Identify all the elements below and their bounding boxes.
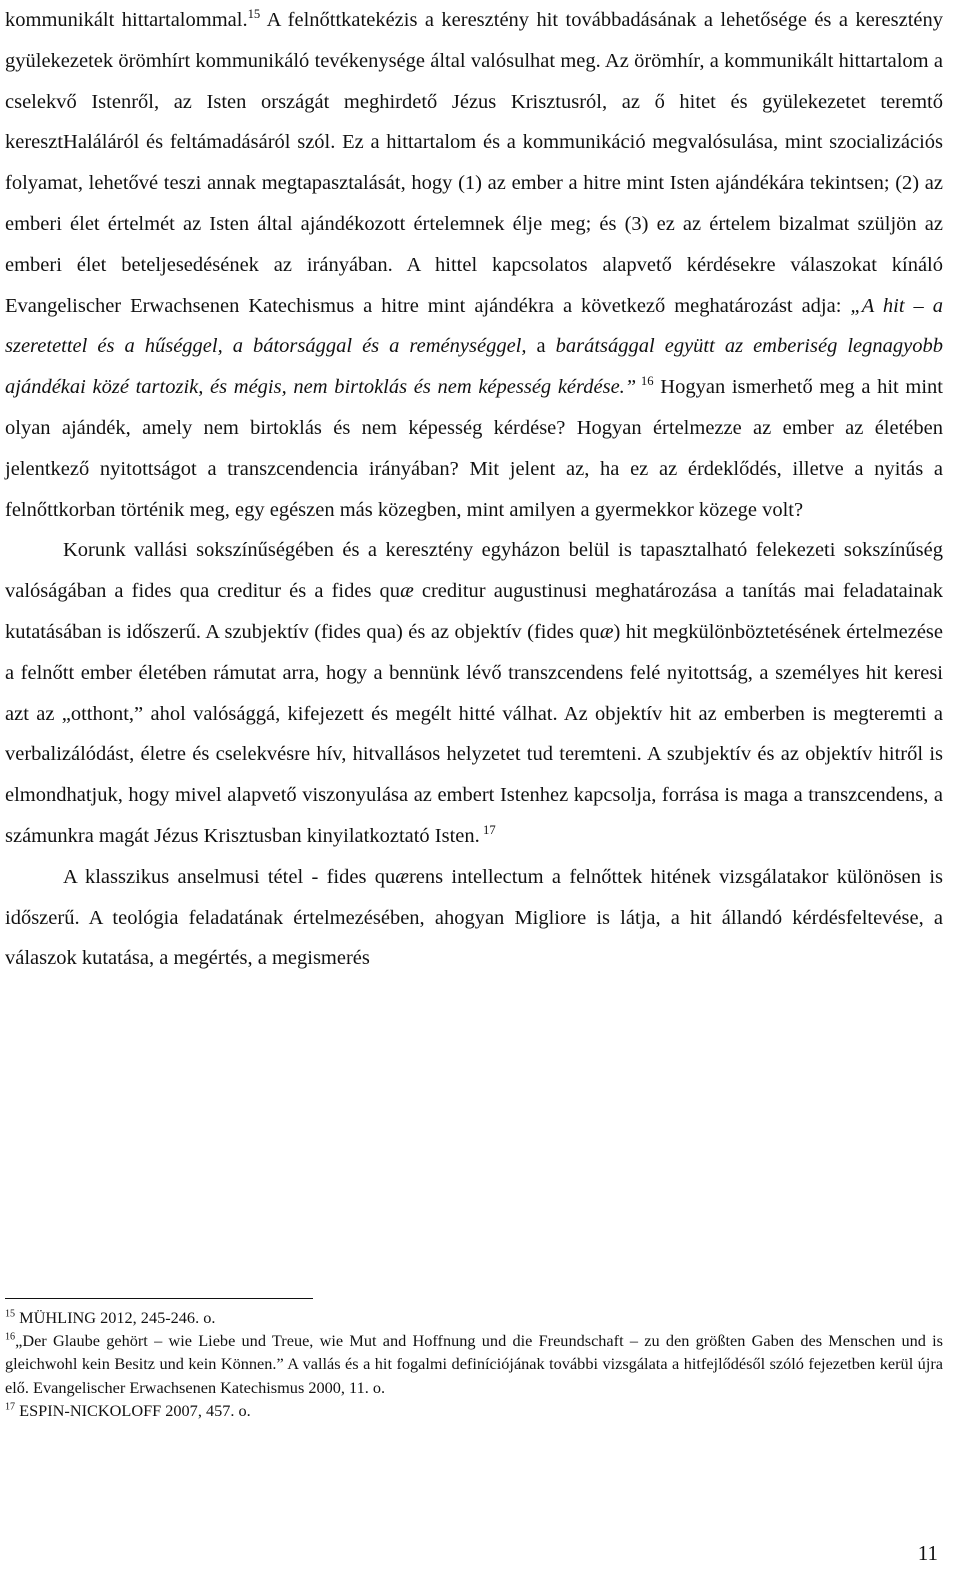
text-run: Hogyan ismerhető meg a hit mint olyan ajándék, amely nem birtoklás és nem képesség kérdése? Hogyan értelmezze az ember az életében jelentkező nyitottságot a transzcendencia irányában? Mit jelent az, ha ez az érdeklődés, illetve a nyitás a felnőttkorban történik meg, egy egészen más közegben, mint amilyen a gyermekkor közege volt? [5,376,943,521]
footnote-ref: 17 [479,822,496,837]
paragraph [5,530,943,856]
italic-text: barátsággal együtt az emberiség legnagyobb ajándékai közé tartozik, és mégis, nem birtoklás és nem képesség kérdése.” [5,335,943,399]
text-run: Korunk vallási sokszínűségében és a keresztény egyházon belül is tapasztalható felekezeti sokszínűség valóságában a fides qua creditur és a fides qu [5,539,943,603]
body-text [5,0,943,979]
footnotes [5,1306,943,1422]
footnote [5,1329,943,1399]
italic-text: æ [395,865,409,888]
text-run: rens intellectum a felnőttek hitének vizsgálatakor különösen is időszerű. A teológia feladatának értelmezésében, ahogyan Migliore is látja, a hit állandó kérdésfeltevése, a válaszok kutatása, a megértés, a megismerés [5,865,943,970]
text-run: A felnőttkatekézis a keresztény hit továbbadásának a lehetősége és a keresztény gyülekezetek örömhírt kommunikáló tevékenysége által valósulhat meg. Az örömhír, a kommunikált hittartalom a cselekvő Istenről, az Isten országát meghirdető Jézus Krisztusról, az ő hitet és gyülekezetet teremtő keresztHaláláról és feltámadásáról szól. Ez a hittartalom és a kommunikáció megvalósulása, mint szocializációs folyamat, lehetővé teszi annak megtapasztalását, hogy (1) az ember a hitre mint Isten ajándékára tekintsen; (2) az emberi élet értelmét az Isten által ajándékozott értelemnek élje meg; és (3) ez az értelem bizalmat szüljön az emberi élet beteljesedésének az irányában. A hittel kapcsolatos alapvető kérdésekre válaszokat kínáló Evangelischer Erwachsenen Katechismus a hitre mint ajándékra a következő meghatározást adja: [5,9,944,317]
footnote-separator [5,1298,313,1299]
text-run: kommunikált hittartalommal. [5,9,248,31]
paragraph [5,0,943,530]
footnote-ref: 15 [247,6,261,21]
footnote-ref: 16 [5,1331,16,1343]
footnote [5,1399,943,1422]
italic-text: „A hit – a szeretettel és a hűséggel, a bátorsággal és a reménységgel, [5,294,943,358]
text-run: A klasszikus anselmusi tétel - fides qu [63,865,396,888]
footnote [5,1306,943,1329]
text-run: a [526,335,556,358]
text-run: creditur augustinusi meghatározása a tanítás mai feladatainak kutatásában is időszerű. A szubjektív (fides qua) és az objektív (fides qu [5,580,943,643]
footnote-ref: 17 [5,1401,16,1413]
page-number: 11 [917,1541,938,1565]
text-run: ) hit megkülönböztetésének értelmezése a felnőtt ember életében rámutat arra, hogy a bennünk lévő transzcendens felé nyitottság, a személyes hit keresi azt az „otthont,” ahol valósággá, kifejezett és megélt hitté válhat. Az objektív hit az emberben is megteremti a verbalizálódást, életre és cselekvésre hív, hitvallásos helyzetet tud teremteni. A szubjektív és az objektív hitről is elmondhatjuk, hogy mivel alapvető viszonyulása az embert Istenhez kapcsolja, forrása is maga a transzcendens, a számunkra magát Jézus Krisztusban kinyilatkoztató Isten. [5,620,943,847]
text-run: „Der Glaube gehört – wie Liebe und Treue, wie Mut and Hoffnung und die Freundschaft – zu den größten Gaben des Menschen und is gleichwohl kein Besitz und kein Können.” A vallás és a hit fogalmi definíciójának további vizsgálata a hitfejlődésől szóló fejezetben kerül újra elő. Evangelischer Erwachsenen Katechismus 2000, 11. o. [5,1331,943,1397]
italic-text: æ [599,620,614,643]
footnote-ref: 16 [636,373,654,388]
text-run: ESPIN-NICKOLOFF 2007, 457. o. [15,1400,251,1420]
italic-text: æ [400,580,414,603]
paragraph [5,857,943,979]
footnote-ref: 15 [5,1308,16,1320]
text-run: MÜHLING 2012, 245-246. o. [15,1308,216,1327]
